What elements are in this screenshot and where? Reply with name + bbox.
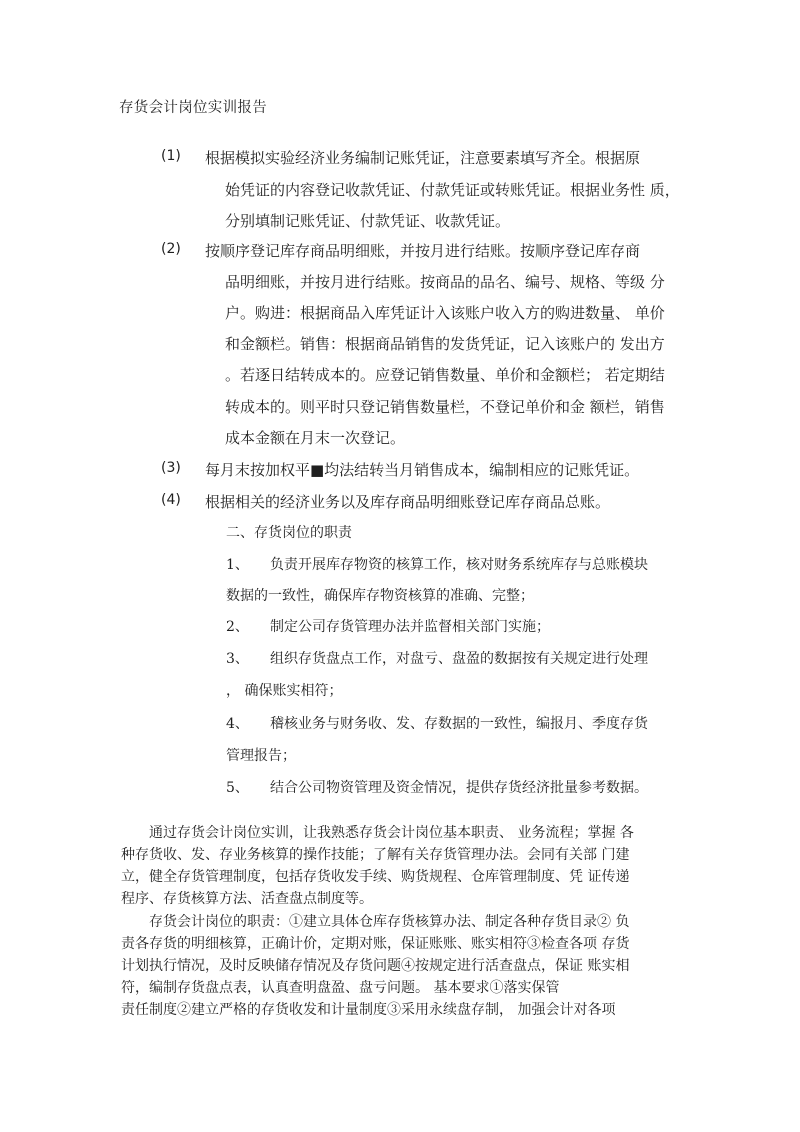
section-2-heading: 二、存货岗位的职责 xyxy=(226,525,352,541)
duty-item-2-text: 制定公司存货管理办法并监督相关部门实施； xyxy=(270,619,550,635)
step-1-line-3: 分别填制记账凭证、付款凭证、收款凭证。 xyxy=(225,212,511,230)
step-4-line-1: 根据相关的经济业务以及库存商品明细账登记库存商品总账。 xyxy=(205,493,611,511)
summary-line-2: 种存货收、发、存业务核算的操作技能；了解有关存货管理办法。会同有关部 门建 xyxy=(121,847,630,863)
step-1-line-1: 根据模拟实验经济业务编制记账凭证，注意要素填写齐全。根据原 xyxy=(205,149,641,167)
duties-line-5: 责任制度②建立严格的存货收发和计量制度③采用永续盘存制， 加强会计对各项 xyxy=(121,1002,616,1018)
duty-item-1-continuation: 数据的一致性，确保库存物资核算的准确、完整； xyxy=(226,588,534,604)
step-2-line-2: 品明细账，并按月进行结账。按商品的品名、编号、规格、等级 分 xyxy=(225,273,665,291)
duties-line-4: 符，编制存货盘点表，认真查明盘盈、盘亏问题。 基本要求①落实保管 xyxy=(121,980,560,996)
summary-line-4: 程序、存货核算方法、活查盘点制度等。 xyxy=(121,891,373,907)
duties-line-1: 存货会计岗位的职责：①建立具体仓库存货核算办法、制定各种存货目录② 负 xyxy=(149,914,630,930)
duty-item-1-number: 1、 xyxy=(226,557,249,573)
step-1-number: (1) xyxy=(161,148,181,164)
step-2-line-7: 成本金额在月末一次登记。 xyxy=(225,429,406,447)
step-2-line-5: 。若逐日结转成本的。应登记销售数量、单价和金额栏； 若定期结 xyxy=(225,366,665,384)
duties-line-2: 责各存货的明细核算，正确计价，定期对账，保证账账、账实相符③检查各项 存货 xyxy=(121,936,630,952)
duty-item-3-continuation: ， 确保账实相符； xyxy=(226,683,343,699)
step-1-line-2: 始凭证的内容登记收款凭证、付款凭证或转账凭证。根据业务性 质， xyxy=(225,181,680,199)
duty-item-3-text: 组织存货盘点工作，对盘亏、盘盈的数据按有关规定进行处理 xyxy=(270,651,648,667)
step-2-number: (2) xyxy=(161,241,181,257)
duty-item-2-number: 2、 xyxy=(226,619,249,635)
duty-item-4-number: 4、 xyxy=(226,716,249,732)
step-4-number: (4) xyxy=(161,492,181,508)
duties-line-3: 计划执行情况，及时反映储存情况及存货问题④按规定进行活查盘点，保证 账实相 xyxy=(121,958,630,974)
step-2-line-6: 转成本的。则平时只登记销售数量栏，不登记单价和金 额栏，销售 xyxy=(225,398,665,416)
document-title: 存货会计岗位实训报告 xyxy=(119,100,267,116)
duty-item-5-text: 结合公司物资管理及资金情况，提供存货经济批量参考数据。 xyxy=(270,780,648,796)
step-2-line-1: 按顺序登记库存商品明细账，并按月进行结账。按顺序登记库存商 xyxy=(205,242,641,260)
summary-line-3: 立，健全存货管理制度，包括存货收发手续、购货规程、仓库管理制度、凭 证传递 xyxy=(121,869,630,885)
duty-item-5-number: 5、 xyxy=(226,780,249,796)
step-3-number: (3) xyxy=(161,460,181,476)
step-2-line-4: 和金额栏。销售：根据商品销售的发货凭证，记入该账户的 发出方 xyxy=(225,335,665,353)
duty-item-3-number: 3、 xyxy=(226,651,249,667)
duty-item-4-text: 稽核业务与财务收、发、存数据的一致性，编报月、季度存货 xyxy=(270,716,648,732)
duty-item-1-text: 负责开展库存物资的核算工作，核对财务系统库存与总账模块 xyxy=(270,557,648,573)
duty-item-4-continuation: 管理报告； xyxy=(226,748,296,764)
step-2-line-3: 户。购进：根据商品入库凭证计入该账户收入方的购进数量、 单价 xyxy=(225,304,665,322)
summary-line-1: 通过存货会计岗位实训，让我熟悉存货会计岗位基本职责、 业务流程；掌握 各 xyxy=(149,825,634,841)
step-3-line-1: 每月末按加权平■均法结转当月销售成本，编制相应的记账凭证。 xyxy=(205,461,640,479)
